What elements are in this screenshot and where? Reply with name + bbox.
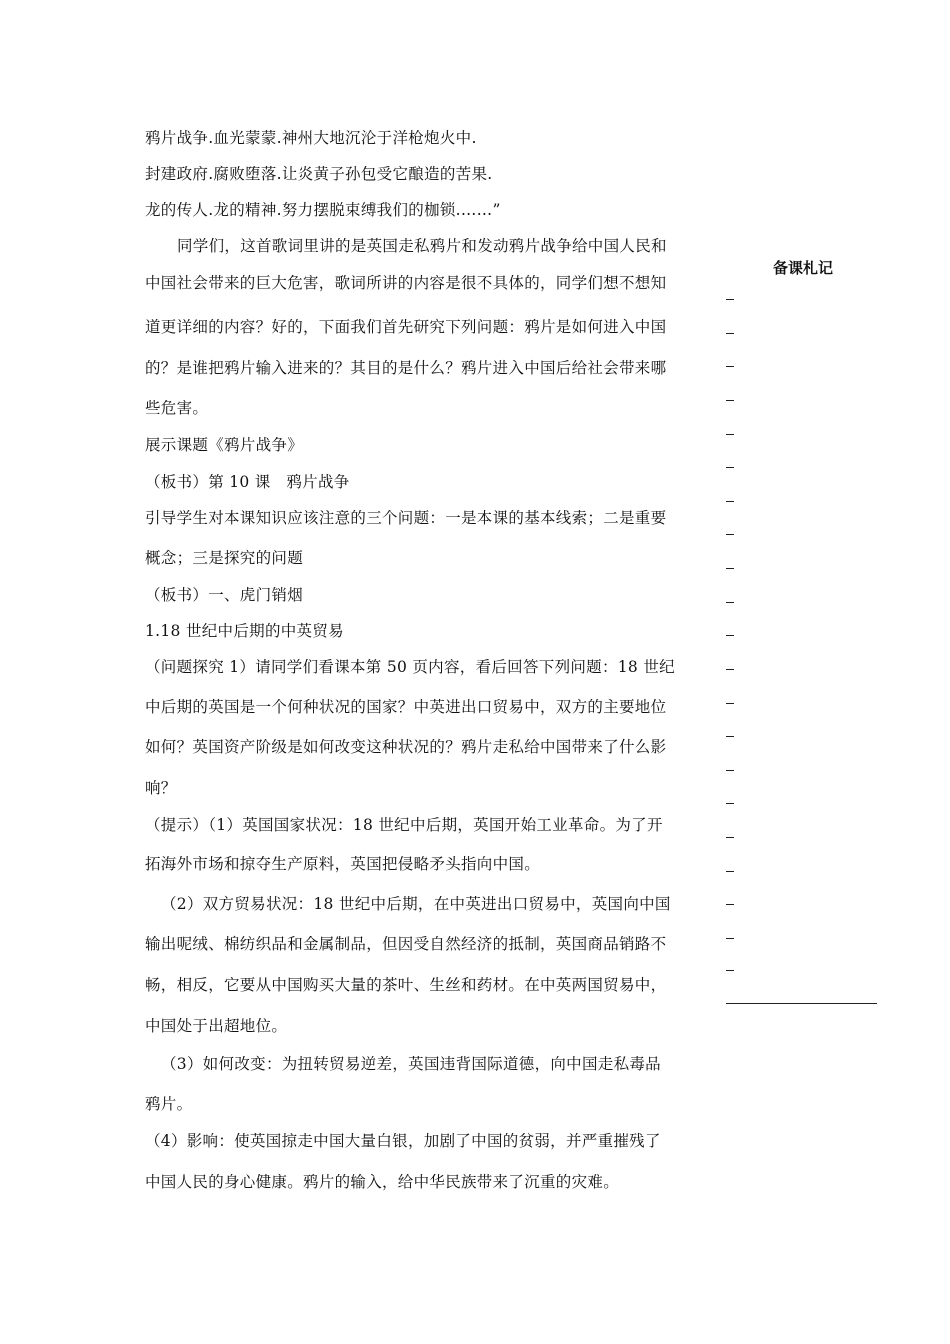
text-line: （4）影响：使英国掠走中国大量白银，加剧了中国的贫弱，并严重摧残了 xyxy=(145,1132,661,1150)
text-line: 中国处于出超地位。 xyxy=(145,1017,288,1035)
note-line-mark xyxy=(726,501,734,502)
text-line: 中国社会带来的巨大危害，歌词所讲的内容是很不具体的，同学们想不想知 xyxy=(145,274,667,292)
note-line-mark xyxy=(726,803,734,804)
note-line-mark xyxy=(726,871,734,872)
text-line: （2）双方贸易状况：18 世纪中后期，在中英进出口贸易中，英国向中国 xyxy=(161,895,671,913)
text-line: 输出呢绒、棉纺织品和金属制品，但因受自然经济的抵制，英国商品销路不 xyxy=(145,935,667,953)
note-line-mark xyxy=(726,703,734,704)
text-line: （板书）一、虎门销烟 xyxy=(145,586,304,604)
note-line-mark xyxy=(726,299,734,300)
note-line-mark xyxy=(726,736,734,737)
note-line-mark xyxy=(726,770,734,771)
text-line: 龙的传人.龙的精神.努力摆脱束缚我们的枷锁.……” xyxy=(145,201,501,219)
text-line: 1.18 世纪中后期的中英贸易 xyxy=(145,622,344,640)
note-line-mark xyxy=(726,333,734,334)
text-line: 引导学生对本课知识应该注意的三个问题：一是本课的基本线索；二是重要 xyxy=(145,509,667,527)
text-line: 的？是谁把鸦片输入进来的？其目的是什么？鸦片进入中国后给社会带来哪 xyxy=(145,359,667,377)
text-line: 畅，相反，它要从中国购买大量的茶叶、生丝和药材。在中英两国贸易中， xyxy=(145,976,667,994)
side-notes-title: 备课札记 xyxy=(773,259,834,277)
note-line-mark xyxy=(726,467,734,468)
note-line-mark xyxy=(726,568,734,569)
side-notes-bottom-rule xyxy=(726,1003,877,1004)
text-line: 鸦片战争.血光蒙蒙.神州大地沉沦于洋枪炮火中. xyxy=(145,129,477,147)
text-line: 中国人民的身心健康。鸦片的输入，给中华民族带来了沉重的灾难。 xyxy=(145,1173,620,1191)
note-line-mark xyxy=(726,366,734,367)
text-line: 鸦片。 xyxy=(145,1095,193,1113)
text-line: 同学们，这首歌词里讲的是英国走私鸦片和发动鸦片战争给中国人民和 xyxy=(177,237,667,255)
text-line: 概念；三是探究的问题 xyxy=(145,549,304,567)
note-line-mark xyxy=(726,837,734,838)
note-line-mark xyxy=(726,635,734,636)
text-line: 展示课题《鸦片战争》 xyxy=(145,436,304,454)
note-line-mark xyxy=(726,434,734,435)
text-line: （问题探究 1）请同学们看课本第 50 页内容，看后回答下列问题：18 世纪 xyxy=(145,658,675,676)
note-line-mark xyxy=(726,904,734,905)
text-line: 如何？英国资产阶级是如何改变这种状况的？鸦片走私给中国带来了什么影 xyxy=(145,738,667,756)
text-line: 些危害。 xyxy=(145,399,209,417)
note-line-mark xyxy=(726,669,734,670)
text-line: 拓海外市场和掠夺生产原料，英国把侵略矛头指向中国。 xyxy=(145,855,541,873)
note-line-mark xyxy=(726,400,734,401)
text-line: （板书）第 10 课 鸦片战争 xyxy=(145,473,350,491)
text-line: 封建政府.腐败堕落.让炎黄子孙包受它酿造的苦果. xyxy=(145,165,493,183)
text-line: （提示）（1）英国国家状况：18 世纪中后期，英国开始工业革命。为了开 xyxy=(145,816,663,834)
note-line-mark xyxy=(726,534,734,535)
text-line: （3）如何改变：为扭转贸易逆差，英国违背国际道德，向中国走私毒品 xyxy=(161,1055,661,1073)
note-line-mark xyxy=(726,938,734,939)
text-line: 道更详细的内容？好的，下面我们首先研究下列问题：鸦片是如何进入中国 xyxy=(145,318,667,336)
note-line-mark xyxy=(726,970,734,971)
text-line: 响？ xyxy=(145,779,177,797)
text-line: 中后期的英国是一个何种状况的国家？中英进出口贸易中，双方的主要地位 xyxy=(145,698,667,716)
note-line-mark xyxy=(726,602,734,603)
